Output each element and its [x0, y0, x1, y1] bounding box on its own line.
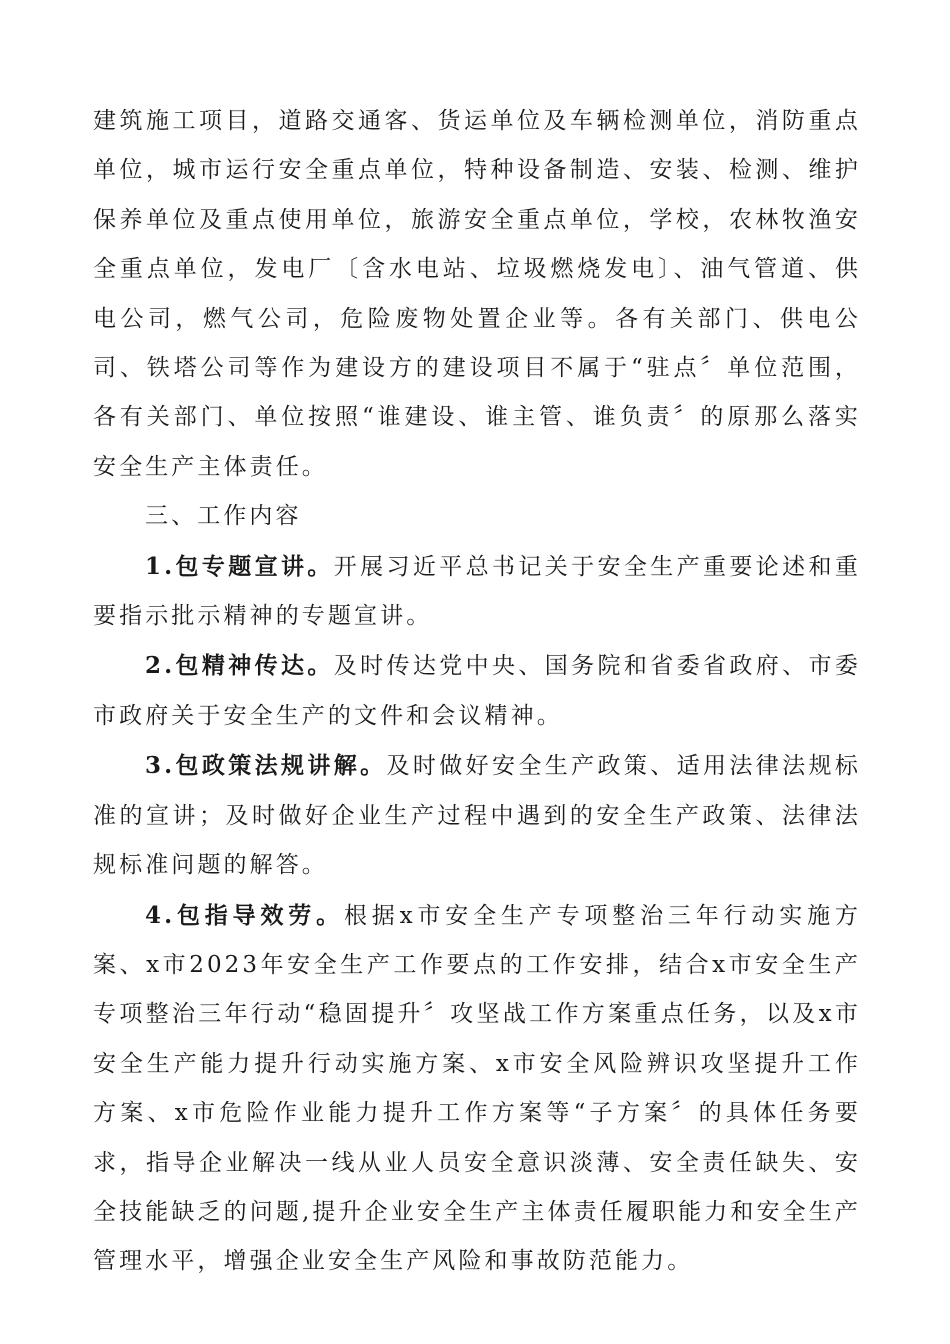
item-body-1: 开展习近平总书记关于安全生产重要论述和重要指示批示精神的专题宣讲。: [93, 553, 862, 630]
intro-paragraph: 建筑施工项目，道路交通客、货运单位及车辆检测单位，消防重点单位，城市运行安全重点单位，特种设备制造、安装、检测、维护保养单位及重点使用单位，旅游安全重点单位，学校，农林牧渔安全重点单位，发电厂〔含水电站、垃圾燃烧发电〕、油气管道、供电公司，燃气公司，危险废物处置企业等。各有关部门、供电公司、铁塔公司等作为建设方的建设项目不属于“驻点〞单位范围，各有关部门、单位按照“谁建设、谁主管、谁负责〞的原那么落实安全生产主体责任。: [93, 108, 861, 480]
item-body-3: 及时做好安全生产政策、适用法律法规标准的宣讲；及时做好企业生产过程中遇到的安全生产政策、法律法规标准问题的解答。: [93, 753, 861, 879]
item-lead-1: 1.包专题宣讲。: [145, 552, 334, 580]
item-lead-3: 3.包政策法规讲解。: [145, 752, 387, 780]
item-paragraph-2: [93, 641, 861, 741]
item-paragraph-4: [93, 891, 861, 1287]
item-body-2: 及时传达党中央、国务院和省委省政府、市委市政府关于安全生产的文件和会议精神。: [93, 653, 862, 729]
item-paragraph-3: [93, 741, 861, 890]
document-page: [93, 97, 861, 1287]
item-lead-4: 4.包指导效劳。: [145, 901, 344, 929]
section-heading: 三、工作内容: [145, 503, 302, 530]
item-paragraph-1: [93, 542, 861, 642]
item-body-4: 根据x市安全生产专项整治三年行动实施方案、x市2023年安全生产工作要点的工作安排，结合x市安全生产专项整治三年行动“稳固提升〞攻坚战工作方案重点任务，以及x市安全生产能力提升行动实施方案、x市安全风险辨识攻坚提升工作方案、x市危险作业能力提升工作方案等“子方案〞的具体任务要求，指导企业解决一线从业人员安全意识淡薄、安全责任缺失、安全技能缺乏的问题,提升企业安全生产主体责任履职能力和安全生产管理水平，增强企业安全生产风险和事故防范能力。: [93, 902, 862, 1275]
item-lead-2: 2.包精神传达。: [145, 652, 334, 680]
